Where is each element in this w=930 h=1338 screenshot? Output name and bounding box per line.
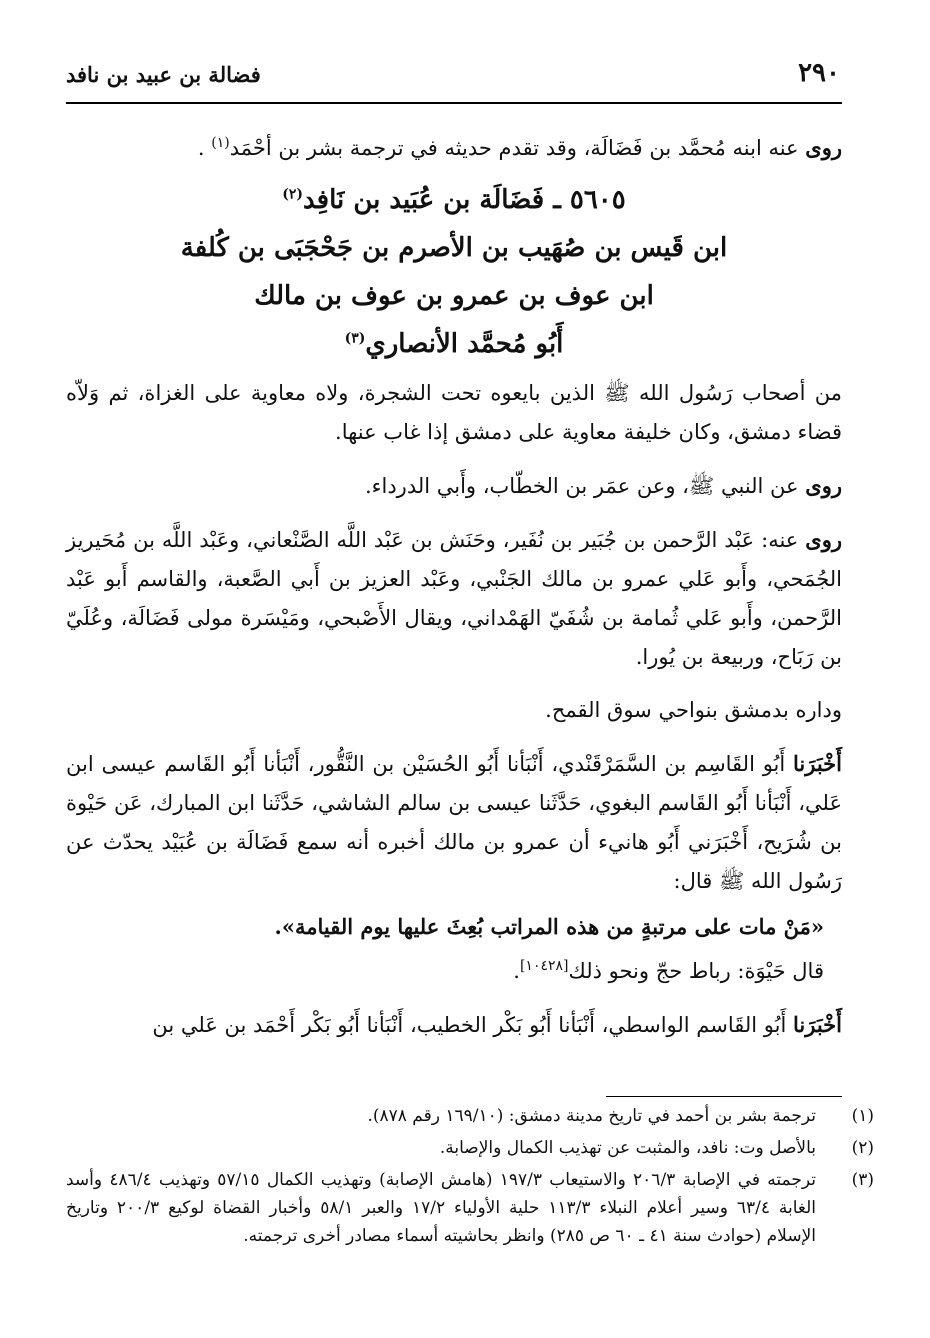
entry-title-line-3: ابن عوف بن عمرو بن عوف بن مالك xyxy=(254,281,654,311)
main-text xyxy=(66,128,842,1045)
narrators-paragraph xyxy=(66,520,842,677)
entry-number-and-name: ٥٦٠٥ ـ فَضَالَة بن عُبَيد بن نَافِد xyxy=(303,185,626,215)
isnad-paragraph-1 xyxy=(66,744,842,901)
hadith-text: «مَنْ مات على مرتبةٍ من هذه المراتب بُعِثَ عليها يوم القيامة». xyxy=(274,914,824,939)
keyword: روى xyxy=(805,473,842,498)
kunya: أَبُو مُحمَّد الأنصاري xyxy=(365,329,564,359)
footnotes xyxy=(66,1102,874,1254)
footnote-ref: (٣) xyxy=(344,330,366,347)
keyword: أَخْبَرَنا xyxy=(793,1012,842,1037)
page-number: ٢٩٠ xyxy=(798,58,840,88)
paragraph-end: . xyxy=(197,136,212,160)
footnote-number: (٢) xyxy=(851,1138,874,1158)
intro-paragraph xyxy=(66,128,842,168)
paragraph-text: عنه: عَبْد الرَّحمن بن جُبَير بن نُفَير، وحَنَش بن عَبْد اللَّه الصَّنْعاني، وعَبْد اللَّه بن مُحَيريز الجُمَحي، وأَبو عَلي عمرو بن مالك الجَنْبي، وعَبْد العزيز بن أَبي الصَّعبة، والقاسم أَبو عَبْد الرَّحمن، وأَبو عَلي ثُمامة بن شُفَيّ الهَمْداني، ويقال الأَصْبحي، ومَيْسَرة مولى فَضَالَة، وعُلَيّ بن رَبَاح، وربيعة بن يُورا. xyxy=(66,528,842,669)
biography-paragraph: من أصحاب رَسُول الله ﷺ الذين بايعوه تحت الشجرة، ولاه معاوية على الغزاة، ثم وَلاّه قضاء دمشق، وكان خليفة معاوية على دمشق إذا غاب عنها. xyxy=(66,381,842,444)
footnote-number: (٣) xyxy=(851,1170,874,1190)
hadith-number: [١٠٤٢٨] xyxy=(519,958,569,974)
keyword: روى xyxy=(805,135,842,160)
footnote-ref: (٢) xyxy=(282,186,304,203)
isnad-paragraph-2 xyxy=(66,1005,842,1045)
running-title: فضالة بن عبيد بن نافد xyxy=(66,62,261,87)
footnote-text: ترجمة بشر بن أحمد في تاريخ مدينة دمشق: (١٦٩/١٠ رقم ٨٧٨). xyxy=(367,1106,816,1126)
footnote-number: (١) xyxy=(851,1106,874,1126)
footnote xyxy=(66,1102,874,1130)
paragraph-text: عنه ابنه مُحمَّد بن فَضَالَة، وقد تقدم حديثه في ترجمة بشر بن أحْمَد xyxy=(229,136,806,160)
footnote-ref: (١) xyxy=(211,135,230,151)
keyword: روى xyxy=(805,527,842,552)
narrated-from-paragraph xyxy=(66,466,842,506)
residence-paragraph: وداره بدمشق بنواحي سوق القمح. xyxy=(545,698,842,722)
paragraph-text: عن النبي ﷺ، وعن عمَر بن الخطّاب، وأَبي الدرداء. xyxy=(364,474,806,498)
entry-title-line-4 xyxy=(66,320,842,368)
paragraph-text: أَبُو القَاسم الواسطي، أَنْبَأنا أَبُو بَكْر الخطيب، أَنْبَأنا أَبُو بَكْر أَحْمَد بن عَلي بن xyxy=(152,1013,794,1037)
running-header xyxy=(66,58,840,98)
keyword: أَخْبَرَنا xyxy=(793,751,842,776)
footnote-rule xyxy=(606,1096,842,1097)
entry-title-line-2: ابن قَيس بن صُهَيب بن الأصرم بن جَحْجَبَى بن كُلفة xyxy=(180,233,728,263)
paragraph-text: قال حَيْوَة: رباط حجّ ونحو ذلك xyxy=(568,959,824,983)
header-rule xyxy=(66,102,842,104)
footnote-text: بالأصل وت: نافد، والمثبت عن تهذيب الكمال والإصابة. xyxy=(439,1138,816,1158)
entry-title-line-1 xyxy=(66,176,842,224)
entry-title xyxy=(66,176,842,368)
footnote-text: ترجمته في الإصابة ٢٠٦/٣ والاستيعاب ١٩٧/٣ (هامش الإصابة) وتهذيب الكمال ٥٧/١٥ وتهذيب ٤٨٦/٤ وأسد الغابة ٦٣/٤ وسير أعلام النبلاء ١١٣/٣ حلية الأولياء ١٧/٢ والعبر ٥٨/١ وأخبار القضاة لوكيع ٢٠٠/٣ وتاريخ الإسلام (حوادث سنة ٤١ ـ ٦٠ ص ٢٨٥) وانظر بحاشيته أسماء مصادر أخرى ترجمته. xyxy=(66,1170,816,1246)
paragraph-text: أَبُو القَاسِم بن السَّمَرْقَنْدي، أَنْبَأنا أَبُو الحُسَيْن بن النَّقُّور، أَنْبَأنا أَبُو القَاسم عيسى ابن عَلي، أَنْبَأنا أَبُو القَاسم البغوي، حَدَّثَنا عيسى بن سالم الشاشي، حَدَّثَنا ابن المبارك، عَن حَيْوة بن شُرَيح، أَخْبَرَني أَبُو هانيء أن عمرو بن مالك أخبره أنه سمع فَضَالَة بن عُبَيْد يحدّث عن رَسُول الله ﷺ قال: xyxy=(66,752,842,893)
footnote xyxy=(66,1166,874,1250)
haywa-comment xyxy=(66,952,842,991)
footnote xyxy=(66,1134,874,1162)
paragraph-end: . xyxy=(513,959,520,983)
